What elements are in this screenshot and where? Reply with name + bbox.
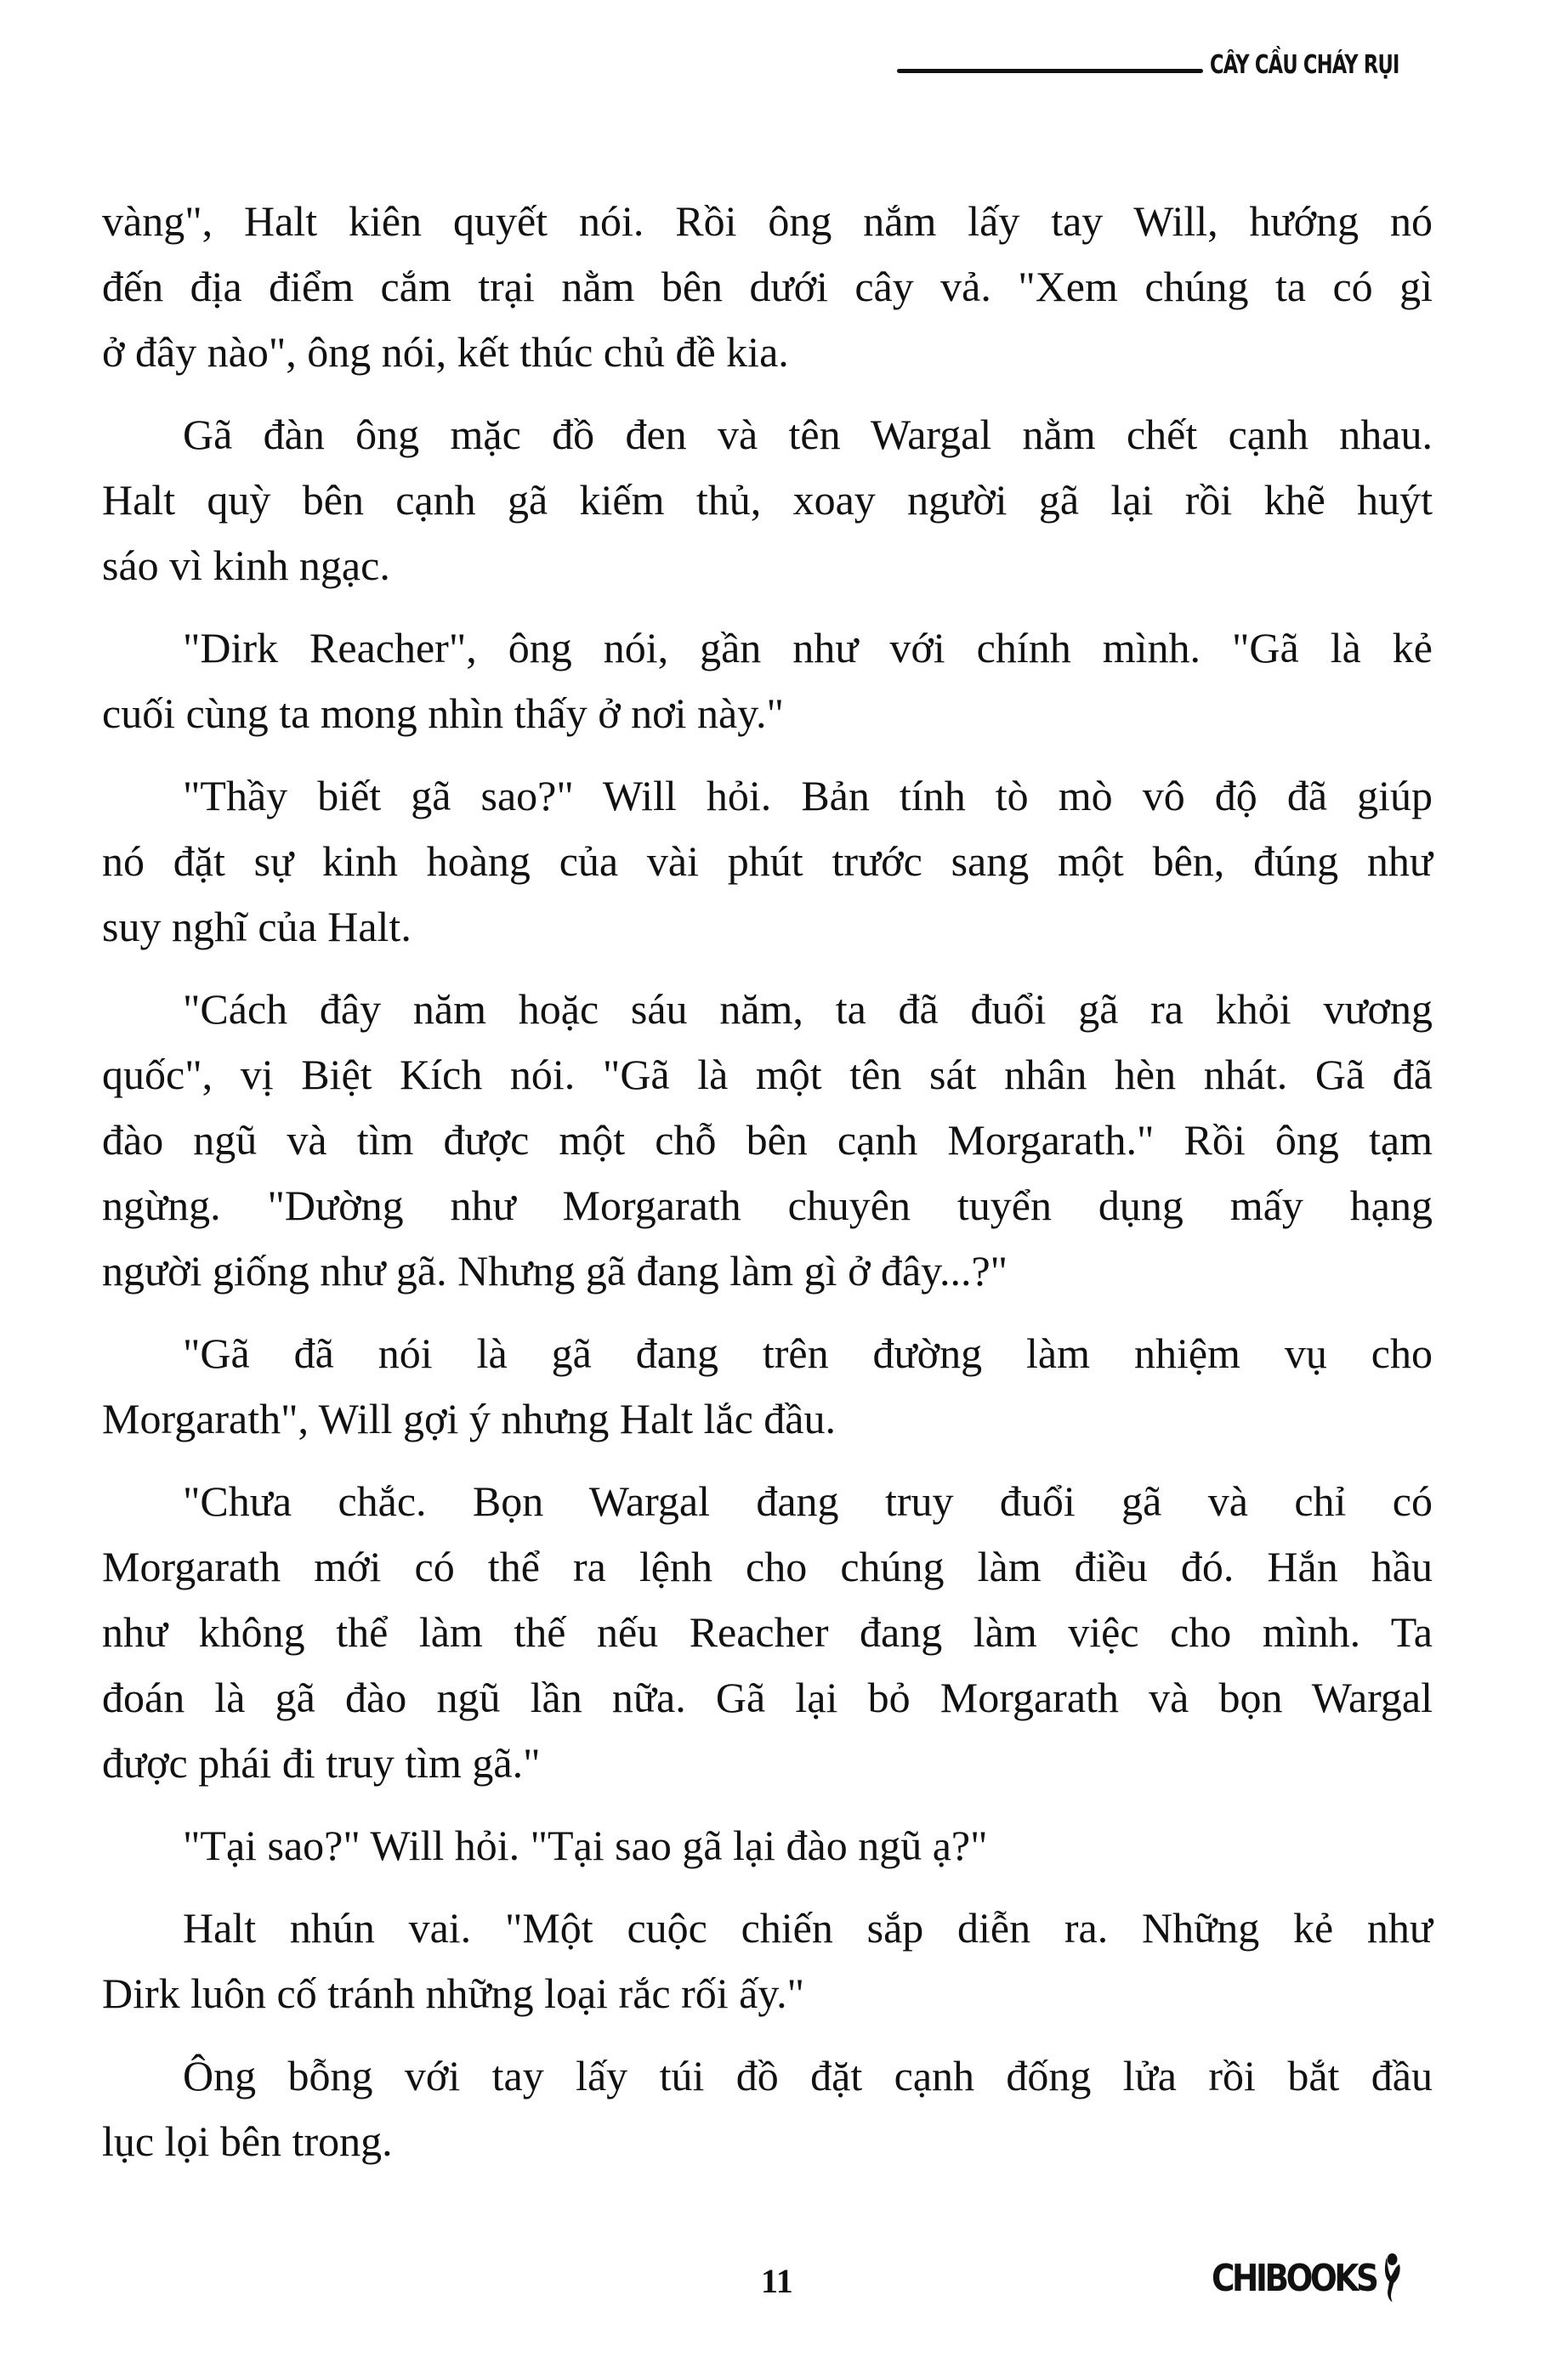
paragraph [102, 402, 1433, 598]
text-line: "Cách đây năm hoặc sáu năm, ta đã đuổi gã ra khỏi vương [183, 985, 1433, 1033]
text-line: được phái đi truy tìm gã." [102, 1739, 541, 1787]
text-line: ngừng. "Dường như Morgarath chuyên tuyển dụng mấy hạng [102, 1182, 1433, 1229]
paragraph [102, 1469, 1433, 1796]
text-line: lục lọi bên trong. [102, 2117, 393, 2165]
text-line: Halt quỳ bên cạnh gã kiếm thủ, xoay người gã lại rồi khẽ huýt [102, 476, 1433, 524]
paragraph [102, 189, 1433, 385]
text-line: suy nghĩ của Halt. [102, 903, 412, 950]
paragraph [102, 763, 1433, 960]
running-header [897, 50, 1462, 80]
text-line: người giống như gã. Nhưng gã đang làm gì ở đây...?" [102, 1247, 1008, 1295]
text-line: vàng", Halt kiên quyết nói. Rồi ông nắm lấy tay Will, hướng nó [102, 197, 1433, 245]
publisher-logo [1212, 2252, 1402, 2304]
text-line: nó đặt sự kinh hoàng của vài phút trước sang một bên, đúng như [102, 837, 1433, 885]
text-line: "Dirk Reacher", ông nói, gần như với chính mình. "Gã là kẻ [183, 624, 1433, 672]
text-line: ở đây nào", ông nói, kết thúc chủ đề kia. [102, 328, 789, 376]
text-line: "Chưa chắc. Bọn Wargal đang truy đuổi gã và chỉ có [183, 1477, 1433, 1525]
paragraph [102, 1896, 1433, 2026]
paragraph [102, 977, 1433, 1304]
page-number: 11 [761, 2262, 793, 2300]
running-title: CÂY CẦU CHÁY RỤI [1210, 50, 1399, 80]
text-line: Halt nhún vai. "Một cuộc chiến sắp diễn ra. Những kẻ như [183, 1904, 1433, 1952]
text-line: "Gã đã nói là gã đang trên đường làm nhiệm vụ cho [183, 1329, 1433, 1377]
text-line: đoán là gã đào ngũ lần nữa. Gã lại bỏ Morgarath và bọn Wargal [102, 1674, 1433, 1721]
text-line: như không thể làm thế nếu Reacher đang làm việc cho mình. Ta [102, 1608, 1433, 1656]
text-line: cuối cùng ta mong nhìn thấy ở nơi này." [102, 689, 784, 737]
text-line: "Tại sao?" Will hỏi. "Tại sao gã lại đào ngũ ạ?" [183, 1822, 988, 1869]
paragraph [102, 1321, 1433, 1452]
text-line: đến địa điểm cắm trại nằm bên dưới cây vả. "Xem chúng ta có gì [102, 263, 1433, 310]
paragraph [102, 1813, 1433, 1878]
text-line: Gã đàn ông mặc đồ đen và tên Wargal nằm chết cạnh nhau. [183, 411, 1433, 458]
text-line: đào ngũ và tìm được một chỗ bên cạnh Morgarath." Rồi ông tạm [102, 1116, 1433, 1164]
paragraph [102, 2043, 1433, 2174]
header-rule [897, 69, 1203, 73]
publisher-logo-text: CHIBOOKS [1212, 2256, 1377, 2300]
text-line: quốc", vị Biệt Kích nói. "Gã là một tên sát nhân hèn nhát. Gã đã [102, 1051, 1433, 1098]
text-line: Morgarath mới có thể ra lệnh cho chúng làm điều đó. Hắn hầu [102, 1543, 1433, 1590]
text-line: sáo vì kinh ngạc. [102, 541, 390, 589]
text-line: Dirk luôn cố tránh những loại rắc rối ấy." [102, 1969, 804, 2017]
text-line: Morgarath", Will gợi ý nhưng Halt lắc đầu. [102, 1395, 836, 1442]
text-line: Ông bỗng với tay lấy túi đồ đặt cạnh đống lửa rồi bắt đầu [183, 2052, 1433, 2100]
text-line: "Thầy biết gã sao?" Will hỏi. Bản tính tò mò vô độ đã giúp [183, 772, 1433, 819]
page-body [102, 189, 1433, 2191]
paragraph [102, 615, 1433, 746]
publisher-logo-figure-icon [1381, 2252, 1403, 2304]
